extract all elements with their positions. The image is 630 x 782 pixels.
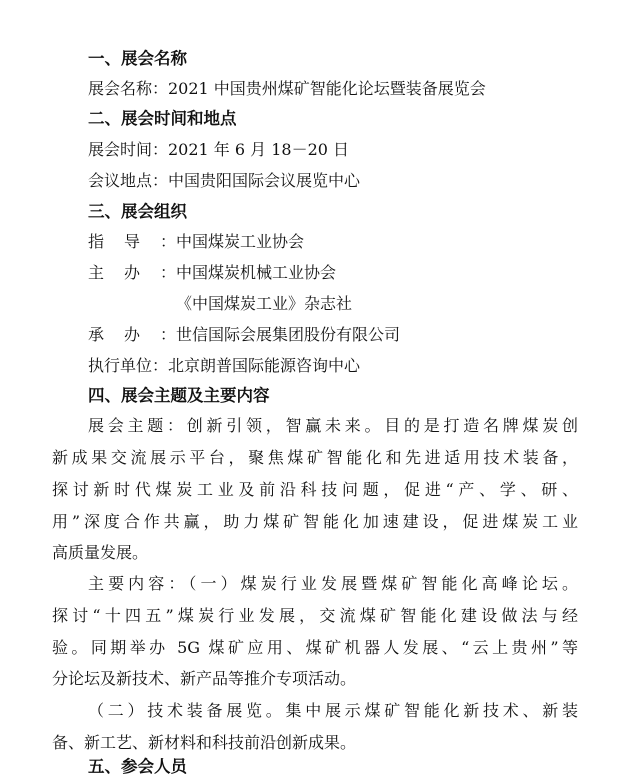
content-paragraph-line-4: 分论坛及新技术、新产品等推介专项活动。 <box>52 669 357 688</box>
exhibition-name-line: 展会名称：2021 中国贵州煤矿智能化论坛暨装备展览会 <box>88 79 486 98</box>
undertake-row <box>88 320 630 350</box>
host-value-1: 中国煤炭机械工业协会 <box>176 263 337 282</box>
host-value-2: 《中国煤炭工业》杂志社 <box>176 294 353 313</box>
guide-label: 指导： <box>88 232 176 251</box>
content-paragraph-line-2: 探讨“十四五”煤炭行业发展，交流煤矿智能化建设做法与经 <box>52 606 578 625</box>
section-heading-time-place: 二、展会时间和地点 <box>88 109 237 128</box>
theme-paragraph-line-2: 新成果交流展示平台，聚焦煤矿智能化和先进适用技术装备， <box>52 448 578 467</box>
guide-value: 中国煤炭工业协会 <box>176 232 305 251</box>
host-label: 主办： <box>88 263 176 282</box>
theme-paragraph-line-5: 高质量发展。 <box>52 543 149 562</box>
undertake-label: 承办： <box>88 325 176 344</box>
venue-line: 会议地点：中国贵阳国际会议展览中心 <box>88 171 361 190</box>
section-heading-organization: 三、展会组织 <box>88 202 187 221</box>
theme-paragraph-line-1: 展会主题：创新引领，智赢未来。目的是打造名牌煤炭创 <box>88 416 578 435</box>
content-paragraph-line-1: 主要内容：（一）煤炭行业发展暨煤矿智能化高峰论坛。 <box>88 574 578 593</box>
theme-paragraph-line-3: 探讨新时代煤炭工业及前沿科技问题，促进“产、学、研、 <box>52 480 578 499</box>
expo-paragraph-line-2: 备、新工艺、新材料和科技前沿创新成果。 <box>52 733 357 752</box>
undertake-value: 世信国际会展集团股份有限公司 <box>176 325 401 344</box>
section-heading-attendees: 五、参会人员 <box>88 757 187 776</box>
executive-unit-line: 执行单位：北京朗普国际能源咨询中心 <box>88 356 361 375</box>
guide-row <box>88 227 630 257</box>
host-row <box>88 258 630 288</box>
exhibition-time-line: 展会时间：2021 年 6 月 18－20 日 <box>88 140 350 159</box>
content-paragraph-line-3: 验。同期举办 5G 煤矿应用、煤矿机器人发展、“云上贵州”等 <box>52 638 578 657</box>
expo-paragraph-line-1: （二）技术装备展览。集中展示煤矿智能化新技术、新装 <box>88 701 578 720</box>
theme-paragraph-line-4: 用”深度合作共赢，助力煤矿智能化加速建设，促进煤炭工业 <box>52 512 578 531</box>
section-heading-theme-content: 四、展会主题及主要内容 <box>88 386 270 405</box>
section-heading-exhibition-name: 一、展会名称 <box>88 49 187 68</box>
